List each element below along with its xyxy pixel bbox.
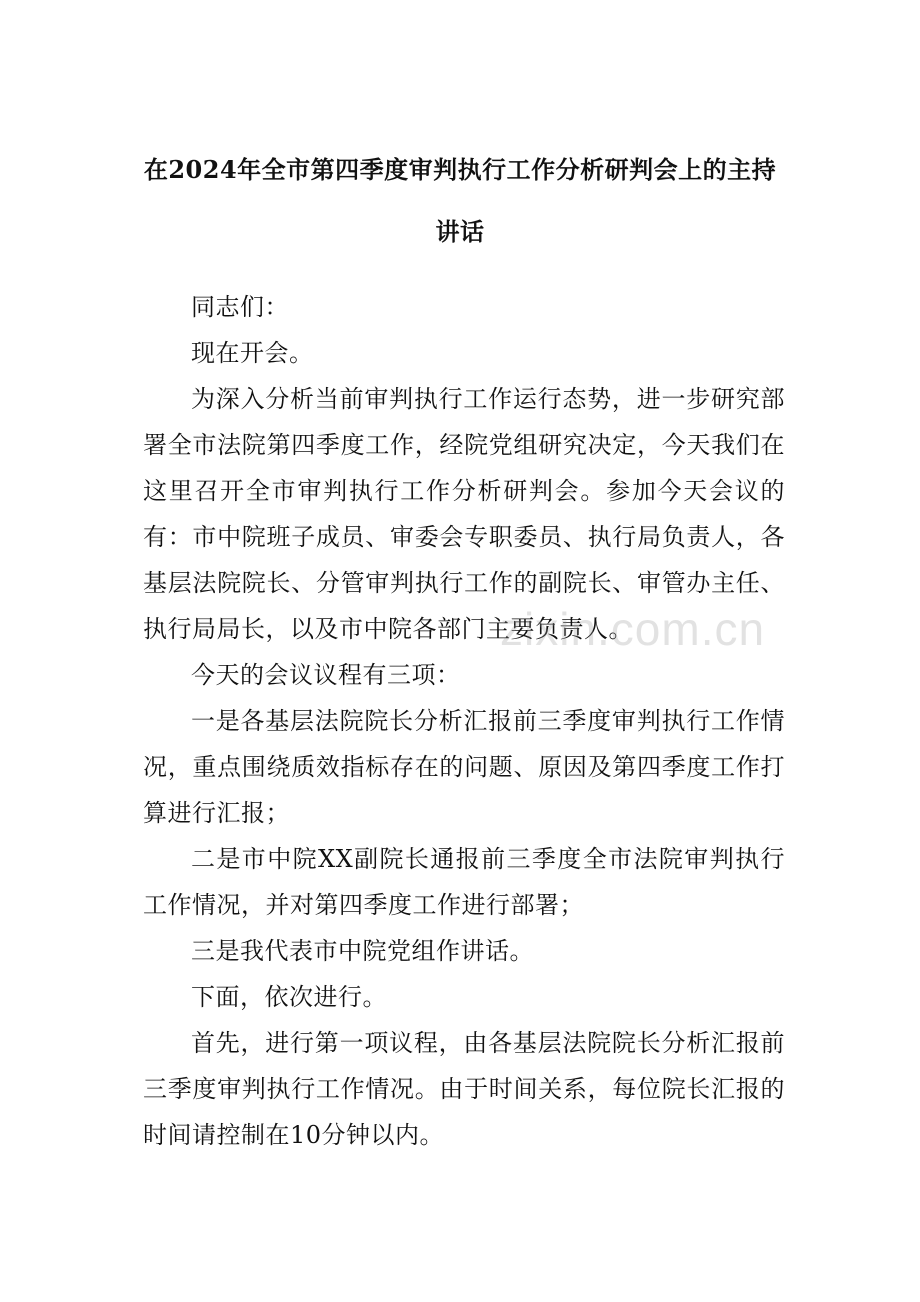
paragraph-agenda-item-3: 三是我代表市中院党组作讲话。: [191, 937, 534, 965]
paragraph-proceed: 下面，依次进行。: [191, 983, 387, 1011]
document-body: [143, 284, 785, 1158]
watermark: zixin.com.cn: [500, 603, 766, 655]
salutation: 同志们：: [191, 293, 289, 321]
paragraph-agenda-item-1: 一是各基层法院院长分析汇报前三季度审判执行工作情况，重点围绕质效指标存在的问题、原因及第四季度工作打算进行汇报；: [143, 707, 785, 827]
paragraph-first-item: 首先，进行第一项议程，由各基层法院院长分析汇报前三季度审判执行工作情况。由于时间关系，每位院长汇报的时间请控制在10分钟以内。: [143, 1029, 785, 1149]
document-title-line-2: 讲话: [435, 217, 485, 246]
paragraph-opening: 现在开会。: [191, 339, 314, 367]
paragraph-agenda-item-2: 二是市中院XX副院长通报前三季度全市法院审判执行工作情况，并对第四季度工作进行部署；: [143, 845, 785, 919]
paragraph-agenda-intro: 今天的会议议程有三项：: [191, 661, 461, 689]
document-title-line-1: 在2024年全市第四季度审判执行工作分析研判会上的主持: [143, 155, 777, 184]
paragraph-purpose: 为深入分析当前审判执行工作运行态势，进一步研究部署全市法院第四季度工作，经院党组研究决定，今天我们在这里召开全市审判执行工作分析研判会。参加今天会议的有：市中院班子成员、审委会专职委员、执行局负责人，各基层法院院长、分管审判执行工作的副院长、审管办主任、执行局局长，以及市中院各部门主要负责人。: [143, 385, 785, 643]
